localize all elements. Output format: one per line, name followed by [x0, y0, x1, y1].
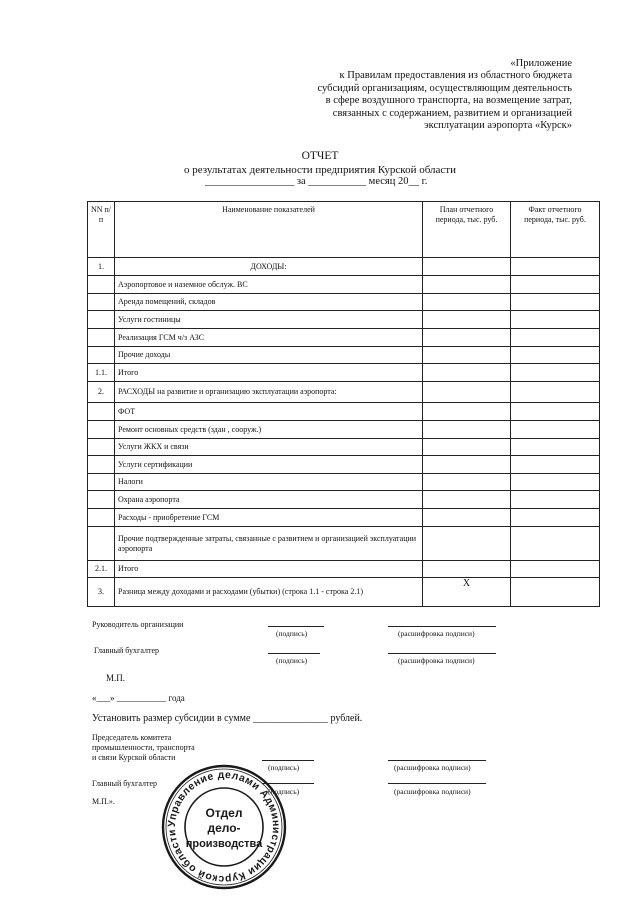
chief-accountant-label: Главный бухгалтер — [94, 646, 159, 655]
row-fact — [511, 578, 600, 607]
svg-text:Отдел: Отдел — [205, 806, 243, 820]
chief-accountant-2-signature-caption: (подпись) — [268, 787, 300, 796]
row-plan — [423, 329, 511, 347]
appendix-line: субсидий организациям, осуществляющим деятельность — [317, 82, 572, 94]
chief-accountant-2-label: Главный бухгалтер — [92, 779, 157, 788]
head-org-signature-caption: (подпись) — [276, 629, 308, 638]
committee-chair-label — [92, 733, 195, 763]
row-name: Разница между доходами и расходами (убытки) (строка 1.1 - строка 2.1) — [115, 578, 423, 607]
row-num — [88, 294, 115, 311]
header-fact: Факт отчетного периода, тыс. руб. — [511, 202, 600, 258]
row-fact — [511, 311, 600, 329]
chief-accountant-signature-caption: (подпись) — [276, 656, 308, 665]
row-fact — [511, 439, 600, 456]
row-num: 2.1. — [88, 561, 115, 578]
chair-decoding-caption: (расшифровка подписи) — [394, 763, 471, 772]
row-num — [88, 329, 115, 347]
row-plan — [423, 258, 511, 276]
row-name: Аренда помещений, складов — [115, 294, 423, 311]
row-plan — [423, 276, 511, 294]
row-num — [88, 421, 115, 439]
report-subtitle: о результатах деятельности предприятия Курской области — [184, 164, 456, 176]
appendix-line: «Приложение — [510, 58, 572, 69]
appendix-line: связанных с содержанием, развитием и организацией — [332, 107, 572, 119]
row-fact — [511, 456, 600, 474]
row-fact — [511, 258, 600, 276]
table-row — [88, 474, 600, 491]
svg-text:Управление делами Администраци: Управление делами Администрации Курской области — [165, 768, 283, 886]
row-name: Услуги гостиницы — [115, 311, 423, 329]
row-plan: X — [423, 578, 511, 607]
table-row — [88, 561, 600, 578]
row-name: Прочие подтвержденные затраты, связанные с развитием и организацией эксплуатации аэропорта — [115, 527, 423, 561]
report-title: ОТЧЕТ — [301, 150, 339, 162]
report-period: _________________ за ___________ месяц 20__ г. — [205, 176, 428, 187]
row-num — [88, 509, 115, 527]
row-plan — [423, 364, 511, 382]
table-row — [88, 347, 600, 364]
row-num: 3. — [88, 578, 115, 607]
header-plan: План отчетного периода, тыс. руб. — [423, 202, 511, 258]
row-plan — [423, 294, 511, 311]
row-plan — [423, 421, 511, 439]
table-row — [88, 439, 600, 456]
table-row — [88, 578, 600, 607]
row-num: 1. — [88, 258, 115, 276]
committee-chair-line: Председатель комитета — [92, 733, 172, 742]
chair-signature-line — [262, 760, 314, 761]
row-name: Охрана аэропорта — [115, 491, 423, 509]
row-fact — [511, 474, 600, 491]
mp-end: М.П.». — [92, 797, 115, 806]
row-name: Услуги сертификации — [115, 456, 423, 474]
row-fact — [511, 561, 600, 578]
table-row — [88, 364, 600, 382]
table-row — [88, 382, 600, 403]
table-row — [88, 421, 600, 439]
table-row — [88, 491, 600, 509]
row-name: Налоги — [115, 474, 423, 491]
office-seal — [160, 763, 288, 891]
table-row — [88, 294, 600, 311]
chief-accountant-decoding-caption: (расшифровка подписи) — [398, 656, 475, 665]
row-plan — [423, 403, 511, 421]
row-num — [88, 456, 115, 474]
chief-accountant-signature-line — [268, 653, 320, 654]
row-plan — [423, 439, 511, 456]
row-num: 2. — [88, 382, 115, 403]
row-plan — [423, 347, 511, 364]
row-num — [88, 474, 115, 491]
row-num — [88, 347, 115, 364]
table-row — [88, 329, 600, 347]
header-num: NN п/п — [88, 202, 115, 258]
date-line: «___» ___________ года — [92, 693, 185, 703]
row-plan — [423, 456, 511, 474]
row-num — [88, 439, 115, 456]
row-name: Прочие доходы — [115, 347, 423, 364]
row-num — [88, 403, 115, 421]
appendix-line: в сфере воздушного транспорта, на возмещение затрат, — [325, 95, 572, 107]
row-num: 1.1. — [88, 364, 115, 382]
mp-stamp-place: М.П. — [106, 673, 126, 683]
row-num — [88, 527, 115, 561]
table-row — [88, 276, 600, 294]
row-plan — [423, 509, 511, 527]
svg-text:производства: производства — [185, 838, 263, 850]
row-fact — [511, 382, 600, 403]
row-fact — [511, 294, 600, 311]
appendix-line: эксплуатации аэропорта «Курск» — [424, 120, 572, 132]
svg-text:дело-: дело- — [207, 821, 241, 835]
report-table — [87, 201, 600, 607]
row-fact — [511, 509, 600, 527]
row-plan — [423, 491, 511, 509]
table-row — [88, 456, 600, 474]
row-fact — [511, 347, 600, 364]
row-plan — [423, 561, 511, 578]
row-name: Итого — [115, 561, 423, 578]
head-org-signature-line — [268, 626, 324, 627]
row-plan — [423, 474, 511, 491]
chief-accountant-2-decoding-line — [388, 783, 486, 784]
chief-accountant-decoding-line — [388, 653, 496, 654]
subsidy-text: Установить размер субсидии в сумме _______________ рублей. — [92, 713, 363, 724]
row-name: Услуги ЖКХ и связи — [115, 439, 423, 456]
row-name: РАСХОДЫ на развитие и организацию эксплуатации аэропорта: — [115, 382, 423, 403]
table-row — [88, 527, 600, 561]
row-name: Итого — [115, 364, 423, 382]
appendix-line: к Правилам предоставления из областного бюджета — [339, 70, 572, 82]
row-fact — [511, 364, 600, 382]
report-table-body — [88, 258, 600, 607]
chair-decoding-line — [388, 760, 486, 761]
row-num — [88, 311, 115, 329]
head-org-label: Руководитель организации — [92, 620, 184, 629]
row-fact — [511, 329, 600, 347]
row-num — [88, 276, 115, 294]
chair-signature-caption: (подпись) — [268, 763, 300, 772]
head-org-decoding-line — [388, 626, 496, 627]
row-fact — [511, 491, 600, 509]
row-fact — [511, 527, 600, 561]
table-row — [88, 509, 600, 527]
head-org-decoding-caption: (расшифровка подписи) — [398, 629, 475, 638]
row-plan — [423, 527, 511, 561]
row-name: Ремонт основных средств (здан , сооруж.) — [115, 421, 423, 439]
row-name: ФОТ — [115, 403, 423, 421]
row-name: Аэропортовое и наземное обслуж. ВС — [115, 276, 423, 294]
row-fact — [511, 276, 600, 294]
row-name: ДОХОДЫ: — [115, 258, 423, 276]
row-fact — [511, 403, 600, 421]
row-plan — [423, 382, 511, 403]
table-row — [88, 258, 600, 276]
table-row — [88, 311, 600, 329]
row-name: Реализация ГСМ ч/з АЗС — [115, 329, 423, 347]
row-num — [88, 491, 115, 509]
committee-chair-line: промышленности, транспорта — [92, 743, 195, 752]
committee-chair-line: и связи Курской области — [92, 753, 176, 762]
row-fact — [511, 421, 600, 439]
row-name: Расходы - приобретение ГСМ — [115, 509, 423, 527]
appendix-note — [300, 58, 572, 132]
table-row — [88, 403, 600, 421]
chief-accountant-2-decoding-caption: (расшифровка подписи) — [394, 787, 471, 796]
row-plan — [423, 311, 511, 329]
header-name: Наименование показателей — [115, 202, 423, 258]
